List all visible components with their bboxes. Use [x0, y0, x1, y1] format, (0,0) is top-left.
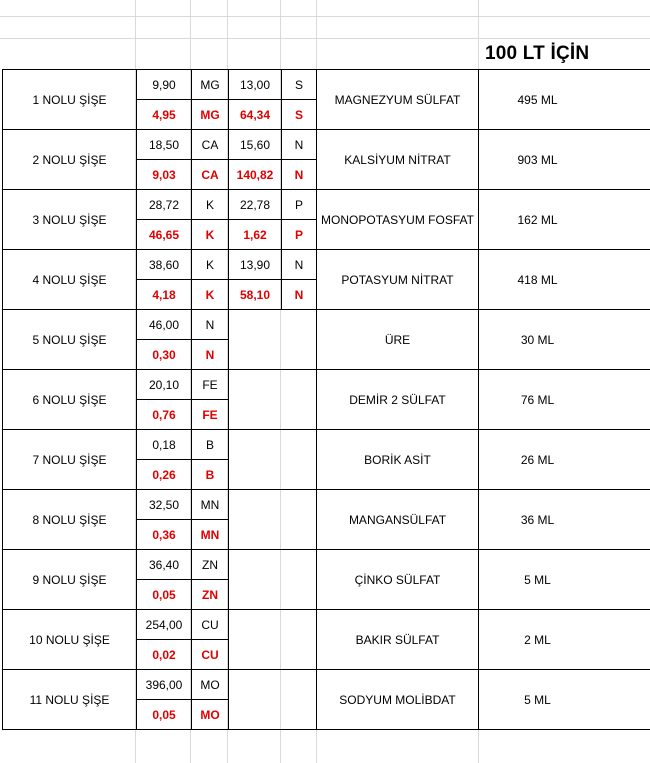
amount-cell[interactable]: 418 ML — [479, 250, 650, 310]
result-value-cell[interactable]: 0,30 — [137, 340, 192, 370]
value-cell[interactable]: 38,60 — [137, 250, 192, 280]
table-row — [3, 310, 650, 340]
bottle-cell[interactable]: 10 NOLU ŞİŞE — [3, 610, 137, 670]
result-value-cell[interactable]: 4,95 — [137, 100, 192, 130]
value-cell[interactable]: 28,72 — [137, 190, 192, 220]
element-cell[interactable]: P — [282, 190, 317, 220]
value-cell[interactable]: 20,10 — [137, 370, 192, 400]
result-element-cell[interactable]: CA — [192, 160, 229, 190]
bottle-cell[interactable]: 8 NOLU ŞİŞE — [3, 490, 137, 550]
chemical-cell[interactable]: BAKIR SÜLFAT — [317, 610, 479, 670]
result-value-cell[interactable]: 64,34 — [229, 100, 282, 130]
element-cell[interactable]: CA — [192, 130, 229, 160]
chemical-cell[interactable]: BORİK ASİT — [317, 430, 479, 490]
amount-cell[interactable]: 26 ML — [479, 430, 650, 490]
value-cell[interactable]: 254,00 — [137, 610, 192, 640]
element-cell[interactable]: N — [282, 250, 317, 280]
result-value-cell[interactable]: 0,26 — [137, 460, 192, 490]
empty-cell[interactable] — [229, 550, 317, 610]
result-value-cell[interactable]: 58,10 — [229, 280, 282, 310]
value-cell[interactable]: 13,00 — [229, 70, 282, 100]
empty-cell[interactable] — [229, 610, 317, 670]
element-cell[interactable]: N — [282, 130, 317, 160]
element-cell[interactable]: FE — [192, 370, 229, 400]
bottle-cell[interactable]: 11 NOLU ŞİŞE — [3, 670, 137, 730]
result-value-cell[interactable]: 0,05 — [137, 580, 192, 610]
result-element-cell[interactable]: K — [192, 220, 229, 250]
result-element-cell[interactable]: P — [282, 220, 317, 250]
table-row — [3, 550, 650, 580]
amount-cell[interactable]: 2 ML — [479, 610, 650, 670]
result-value-cell[interactable]: 9,03 — [137, 160, 192, 190]
result-value-cell[interactable]: 1,62 — [229, 220, 282, 250]
value-cell[interactable]: 15,60 — [229, 130, 282, 160]
value-cell[interactable]: 9,90 — [137, 70, 192, 100]
result-element-cell[interactable]: S — [282, 100, 317, 130]
element-cell[interactable]: K — [192, 250, 229, 280]
element-cell[interactable]: S — [282, 70, 317, 100]
element-cell[interactable]: N — [192, 310, 229, 340]
bottle-cell[interactable]: 4 NOLU ŞİŞE — [3, 250, 137, 310]
chemical-cell[interactable]: MAGNEZYUM SÜLFAT — [317, 70, 479, 130]
value-cell[interactable]: 13,90 — [229, 250, 282, 280]
amount-cell[interactable]: 76 ML — [479, 370, 650, 430]
sheet-title[interactable]: 100 LT İÇİN — [485, 43, 590, 64]
element-cell[interactable]: ZN — [192, 550, 229, 580]
value-cell[interactable]: 32,50 — [137, 490, 192, 520]
chemical-cell[interactable]: POTASYUM NİTRAT — [317, 250, 479, 310]
amount-cell[interactable]: 5 ML — [479, 670, 650, 730]
element-cell[interactable]: B — [192, 430, 229, 460]
bottle-cell[interactable]: 5 NOLU ŞİŞE — [3, 310, 137, 370]
result-value-cell[interactable]: 46,65 — [137, 220, 192, 250]
empty-cell[interactable] — [229, 490, 317, 550]
amount-cell[interactable]: 30 ML — [479, 310, 650, 370]
result-element-cell[interactable]: N — [282, 280, 317, 310]
result-element-cell[interactable]: MO — [192, 700, 229, 730]
table-row — [3, 190, 650, 220]
value-cell[interactable]: 22,78 — [229, 190, 282, 220]
result-value-cell[interactable]: 0,76 — [137, 400, 192, 430]
result-value-cell[interactable]: 0,02 — [137, 640, 192, 670]
chemical-cell[interactable]: ÇİNKO SÜLFAT — [317, 550, 479, 610]
amount-cell[interactable]: 495 ML — [479, 70, 650, 130]
result-value-cell[interactable]: 0,05 — [137, 700, 192, 730]
bottle-cell[interactable]: 6 NOLU ŞİŞE — [3, 370, 137, 430]
table-row — [3, 130, 650, 160]
chemical-cell[interactable]: ÜRE — [317, 310, 479, 370]
chemical-cell[interactable]: DEMİR 2 SÜLFAT — [317, 370, 479, 430]
table-row — [3, 250, 650, 280]
result-element-cell[interactable]: MN — [192, 520, 229, 550]
result-value-cell[interactable]: 0,36 — [137, 520, 192, 550]
bottle-cell[interactable]: 1 NOLU ŞİŞE — [3, 70, 137, 130]
amount-cell[interactable]: 903 ML — [479, 130, 650, 190]
element-cell[interactable]: MG — [192, 70, 229, 100]
element-cell[interactable]: K — [192, 190, 229, 220]
chemical-cell[interactable]: SODYUM MOLİBDAT — [317, 670, 479, 730]
value-cell[interactable]: 396,00 — [137, 670, 192, 700]
empty-cell[interactable] — [229, 310, 317, 370]
value-cell[interactable]: 18,50 — [137, 130, 192, 160]
element-cell[interactable]: MO — [192, 670, 229, 700]
result-element-cell[interactable]: K — [192, 280, 229, 310]
table-row — [3, 70, 650, 100]
result-value-cell[interactable]: 140,82 — [229, 160, 282, 190]
bottle-cell[interactable]: 9 NOLU ŞİŞE — [3, 550, 137, 610]
empty-cell[interactable] — [229, 370, 317, 430]
chemical-cell[interactable]: KALSİYUM NİTRAT — [317, 130, 479, 190]
empty-cell[interactable] — [229, 670, 317, 730]
table-row — [3, 370, 650, 400]
value-cell[interactable]: 36,40 — [137, 550, 192, 580]
bottle-cell[interactable]: 2 NOLU ŞİŞE — [3, 130, 137, 190]
result-element-cell[interactable]: FE — [192, 400, 229, 430]
result-element-cell[interactable]: B — [192, 460, 229, 490]
result-element-cell[interactable]: MG — [192, 100, 229, 130]
amount-cell[interactable]: 36 ML — [479, 490, 650, 550]
chemical-cell[interactable]: MONOPOTASYUM FOSFAT — [317, 190, 479, 250]
bottle-cell[interactable]: 3 NOLU ŞİŞE — [3, 190, 137, 250]
element-cell[interactable]: CU — [192, 610, 229, 640]
table-row — [3, 430, 650, 460]
value-cell[interactable]: 0,18 — [137, 430, 192, 460]
table-row — [3, 610, 650, 640]
table-row — [3, 490, 650, 520]
result-element-cell[interactable]: ZN — [192, 580, 229, 610]
result-value-cell[interactable]: 4,18 — [137, 280, 192, 310]
nutrient-table — [2, 69, 650, 730]
empty-cell[interactable] — [229, 430, 317, 490]
amount-cell[interactable]: 5 ML — [479, 550, 650, 610]
amount-cell[interactable]: 162 ML — [479, 190, 650, 250]
value-cell[interactable]: 46,00 — [137, 310, 192, 340]
table-row — [3, 670, 650, 700]
result-element-cell[interactable]: N — [282, 160, 317, 190]
result-element-cell[interactable]: N — [192, 340, 229, 370]
element-cell[interactable]: MN — [192, 490, 229, 520]
result-element-cell[interactable]: CU — [192, 640, 229, 670]
bottle-cell[interactable]: 7 NOLU ŞİŞE — [3, 430, 137, 490]
chemical-cell[interactable]: MANGANSÜLFAT — [317, 490, 479, 550]
